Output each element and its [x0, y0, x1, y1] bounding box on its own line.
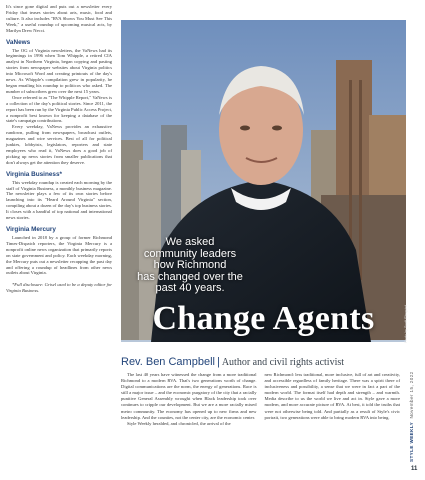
virginia-mercury-heading: Virginia Mercury: [6, 226, 56, 233]
issue-date: November 15, 2022: [409, 371, 414, 419]
subject-name: Rev. Ben Campbell: [121, 356, 215, 368]
tagline-line: past 40 years.: [155, 282, 225, 294]
page-number: 11: [411, 466, 418, 472]
article-paragraph-1: The last 40 years have witnessed the change from a more traditional Richmond to a modern RVA. That's two generations worth of change. Digital communications are the norm, the energy of generations. Race is still a major issue – and the economic purgatory of the city that a racially punitive General Assembly wrought when Black leadership took over continues to cripple our development. But we are a more racially mixed metro community. The economy has opened up to new firms and new leadership. And the counties, not the center city, are the economic center.: [121, 372, 257, 420]
disclosure-note: *Full disclosure: Grisel used to be a deputy editor for Virginia Business.: [6, 282, 112, 294]
vanews-heading: VaNews: [6, 38, 31, 46]
feature-banner-title: Change Agents: [152, 300, 375, 337]
publication-name: STYLE WEEKLY: [409, 421, 414, 462]
tagline-line: community leaders: [143, 247, 237, 260]
headline-divider: |: [216, 356, 220, 368]
feature-tagline: [121, 237, 259, 295]
article-headline: [121, 352, 411, 370]
tagline-line: has changed over the: [137, 270, 243, 283]
article-column-2: [265, 372, 401, 427]
vanews-paragraph-2: Once referred to as "The Whipple Report," VaNews is a collection of the day's political stories. Since 2011, the report has been run by the Virginia Public Access Project, a nonprofit best known for keeping a database of the state's campaign contributions.: [6, 94, 112, 124]
virginia-business-heading: Virginia Business*: [6, 170, 62, 178]
article-paragraph-2: Style Weekly heralded, and chronicled, the arrival of the: [127, 420, 231, 426]
article-column-1: [121, 372, 257, 427]
virginia-business-paragraph: This weekday roundup is created each morning by the staff of Virginia Business, a monthly business magazine. The newsletter plays a few of its own stories before launching into its "Heard Around Virginia" section, compiling about a dozen of the day's top business stories. It closes with a handful of top national and international news stories.: [6, 179, 112, 221]
tagline-line: how Richmond: [153, 259, 227, 271]
vanews-paragraph-1: The OG of Virginia newsletters, the VaNews had its beginnings in 1996 when Tom Whipple, a retired CIA analyst in Northern Virginia, began copying and pasting stories from newspaper websites about Virginia politics into Microsoft Word and creating printouts of the day's news. As Whipple's compilation grew in popularity, he began emailing his roundup to politicos who asked. The number of subscribers grew over the next 15 years.: [6, 47, 112, 94]
left-news-column: [6, 4, 112, 476]
photo-credit: Photo by Scott Elmquist: [404, 305, 408, 344]
subject-role: Author and civil rights activist: [221, 357, 345, 368]
article-paragraph-3: new Richmond: less traditional, more inclusive, full of art and creativity, and accessible regardless of family heritage. There was a spirit there of inclusiveness and possibility, a sense that we were in fact a part of the modern world. The format itself had depth and strength – and warmth. Media describe to us the world we live and act in. Style gave a more modern, and more accurate picture of RVA. At best, it told the truths that were not otherwise being told. And partially as a result of Style's civic portrait, two generations were able to bring modern RVA into being.: [264, 372, 400, 420]
feature-photo: [121, 20, 406, 342]
intro-paragraph: It's since gone digital and puts out a newsletter every Friday that teases stories about arts, music, food and culture. It also includes "RVA Shows You Must See This Week," a useful roundup of upcoming musical acts, by Marilyn Drew Necci.: [6, 4, 112, 33]
virginia-mercury-paragraph: Launched in 2018 by a group of former Richmond Times-Dispatch reporters, the Virginia Mercury is a nonprofit online news organization that primarily reports on state government and policy. Each weekday morning, the Mercury puts out a newsletter recapping the past day and offering a roundup of headlines from other news outlets about Virginia.: [6, 235, 112, 276]
article-body: [121, 372, 400, 427]
vanews-paragraph-3: Every weekday, VaNews provides an exhaustive rundown, pulling from newspapers, broadcast outlets, magazines and wire services. Best of all for political junkies, lobbyists, legislators, reporters and state employees who read it, VaNews does a good job of picking up news stories from smaller publications that don't always get the attention they deserve.: [6, 124, 112, 165]
tagline-line: We asked: [165, 236, 215, 248]
folio-line: [409, 371, 414, 462]
